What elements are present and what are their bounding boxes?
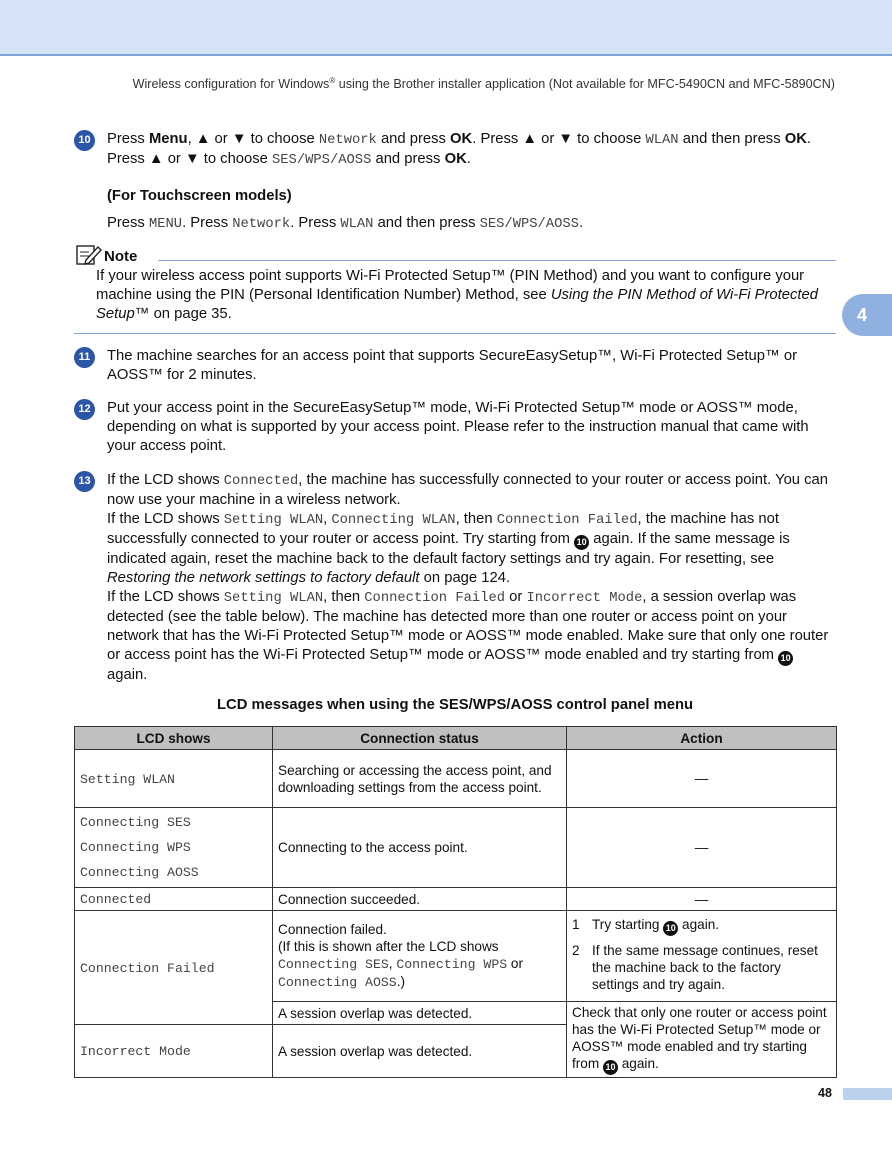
step-13-para-3: If the LCD shows Setting WLAN, then Connection Failed or Incorrect Mode, a session overlap was detected (see the table below). The machine has detected more than one router or access point on your network that has the Wi-Fi Protected Setup™ mode or AOSS™ mode enabled. Make sure that only one router or access point has the Wi-Fi Protected Setup™ mode or AOSS™ mode enabled and try starting from 10 again. [107, 589, 829, 683]
page-number: 48 [818, 1086, 832, 1100]
status-cell: Connecting to the access point. [273, 808, 567, 888]
action-cell: — [567, 888, 837, 911]
step-number-badge: 10 [74, 130, 95, 151]
step-reference-badge[interactable]: 10 [603, 1060, 618, 1075]
action-step: 1 Try starting 10 again. [572, 916, 831, 936]
step-10-line-2: Press ▲ or ▼ to choose SES/WPS/AOSS and press OK. [107, 151, 471, 168]
action-step: 2 If the same message continues, reset the machine back to the factory settings and try again. [572, 943, 818, 992]
status-cell: Connection succeeded. [273, 888, 567, 911]
top-band [0, 0, 892, 56]
step-number-badge: 13 [74, 471, 95, 492]
table-row [75, 750, 837, 808]
column-header: Action [567, 727, 837, 750]
status-cell: Connection failed. (If this is shown after the LCD shows Connecting SES, Connecting WPS or Connecting AOSS.) [273, 911, 567, 1002]
status-cell: A session overlap was detected. [273, 1025, 567, 1078]
chapter-tab[interactable]: 4 [842, 294, 892, 336]
action-cell: — [567, 808, 837, 888]
step-11-text: The machine searches for an access point that supports SecureEasySetup™, Wi-Fi Protected Setup™ or AOSS™ for 2 minutes. [107, 348, 798, 383]
action-cell: — [567, 750, 837, 808]
step-number-badge: 11 [74, 347, 95, 368]
header-text: Wireless configuration for Windows [132, 77, 330, 92]
note-link[interactable]: Using the PIN Method of Wi-Fi Protected Setup™ [96, 287, 818, 322]
restore-link[interactable]: Restoring the network settings to factory default [107, 570, 420, 586]
step-reference-badge[interactable]: 10 [778, 651, 793, 666]
note-text: If your wireless access point supports Wi-Fi Protected Setup™ (PIN Method) and you want to configure your machine using the PIN (Personal Identification Number) Method, see Using the PIN Method of Wi-Fi Protected Setup™ on page 35. [96, 268, 818, 322]
touchscreen-subheading: (For Touchscreen models) [107, 188, 292, 204]
table-caption: LCD messages when using the SES/WPS/AOSS control panel menu [216, 697, 694, 713]
lcd-cell: Setting WLAN [75, 750, 273, 808]
column-header: Connection status [273, 727, 567, 750]
column-header: LCD shows [75, 727, 273, 750]
note-bottom-rule [74, 333, 836, 334]
lcd-cell: Connection Failed [75, 911, 273, 1025]
note-title: Note [104, 248, 138, 265]
step-13-para-1: If the LCD shows Connected, the machine has successfully connected to your router or access point. You can now use your machine in a wireless network. [107, 472, 829, 508]
step-12 [74, 399, 836, 456]
lcd-cell: Connecting SES Connecting WPS Connecting AOSS [75, 808, 273, 888]
table-row [75, 911, 837, 1002]
status-cell: A session overlap was detected. [273, 1002, 567, 1025]
table-row [75, 808, 837, 888]
note-box [74, 244, 836, 324]
step-13 [74, 471, 836, 685]
lcd-cell: Incorrect Mode [75, 1025, 273, 1078]
note-divider [158, 260, 836, 261]
status-cell: Searching or accessing the access point, and downloading settings from the access point. [273, 750, 567, 808]
step-reference-badge[interactable]: 10 [663, 921, 678, 936]
step-number-badge: 12 [74, 399, 95, 420]
header-registered-mark: ® [329, 76, 336, 85]
step-10 [74, 130, 836, 234]
header-text-rest: using the Brother installer application (Not available for MFC-5490CN and MFC-5890CN) [335, 77, 835, 92]
step-10-line-1: Press Menu, ▲ or ▼ to choose Network and press OK. Press ▲ or ▼ to choose WLAN and then press OK. [107, 131, 812, 148]
table-header-row [75, 727, 837, 750]
step-13-para-2: If the LCD shows Setting WLAN, Connecting WLAN, then Connection Failed, the machine has not successfully connected to your router or access point. Try starting from 10 again. If the same message is indicated again, reset the machine back to the default factory settings and try again. For resetting, see Restoring the network settings to factory default on page 124. [107, 511, 790, 586]
lcd-cell: Connected [75, 888, 273, 911]
table-row [75, 888, 837, 911]
lcd-messages-table [74, 726, 837, 1078]
page-number-bar [843, 1088, 892, 1100]
step-reference-badge[interactable]: 10 [574, 535, 589, 550]
action-cell: Check that only one router or access point has the Wi-Fi Protected Setup™ mode or AOSS™ mode enabled and try starting from 10 again. [567, 1002, 837, 1078]
step-12-text: Put your access point in the SecureEasySetup™ mode, Wi-Fi Protected Setup™ mode or AOSS™ mode, depending on what is supported by your access point. Please refer to the instruction manual that came with your access point. [107, 400, 809, 454]
step-11 [74, 347, 836, 385]
step-10-line-3: Press MENU. Press Network. Press WLAN and then press SES/WPS/AOSS. [107, 215, 584, 232]
action-cell [567, 911, 837, 1002]
pencil-note-icon [76, 244, 102, 271]
running-header [0, 76, 835, 91]
